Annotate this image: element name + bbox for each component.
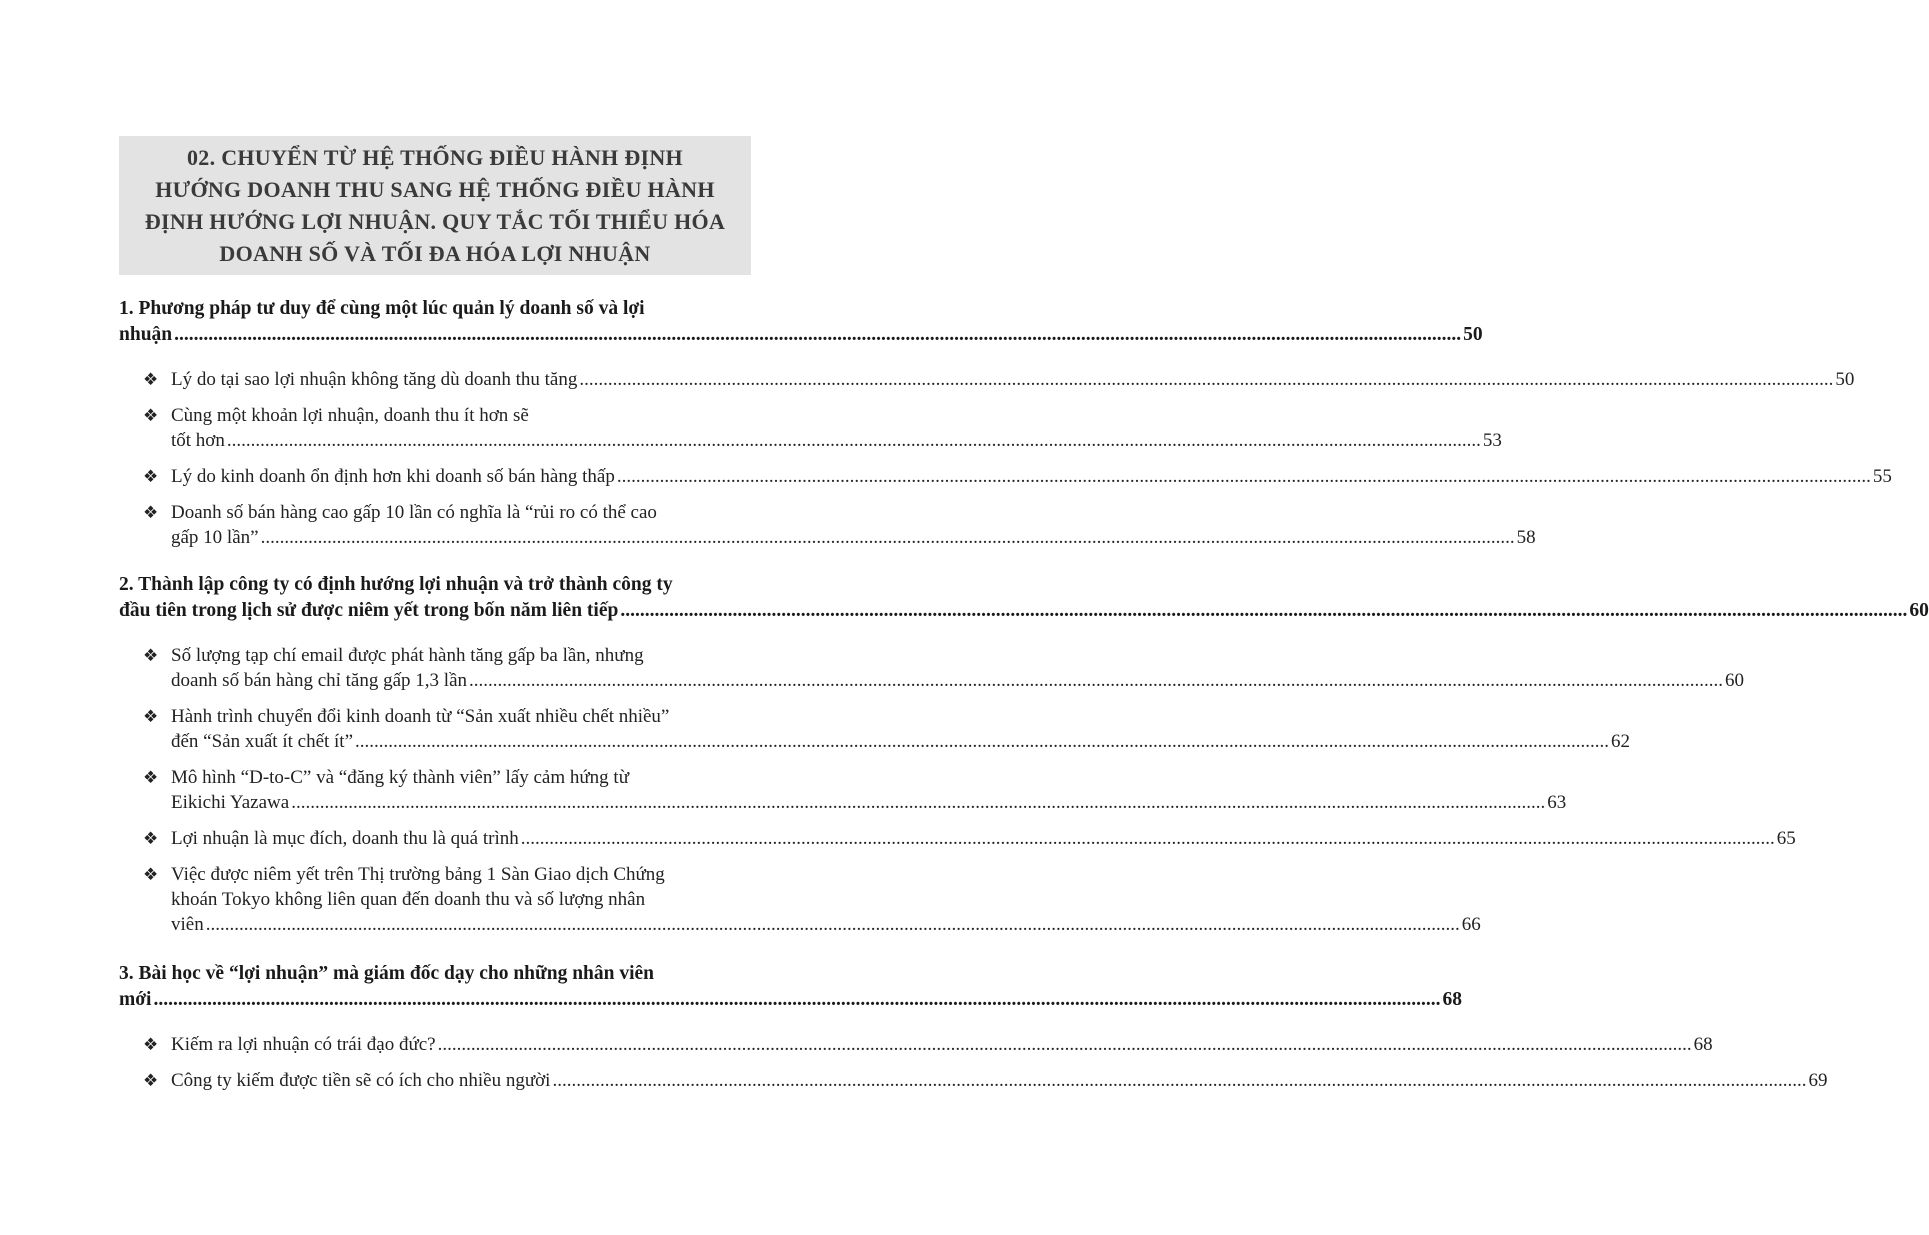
- dot-leader: [227, 428, 1481, 453]
- diamond-bullet-icon: ❖: [143, 646, 159, 665]
- toc-item-row: [171, 729, 1630, 754]
- page-number: 50: [1835, 369, 1855, 390]
- toc-item-body: [171, 1032, 1713, 1057]
- dot-leader: [291, 790, 1545, 815]
- section-title-row: [119, 322, 1483, 348]
- toc-item-text: Lý do tại sao lợi nhuận không tăng dù doanh thu tăng: [171, 369, 578, 390]
- page-number: 53: [1482, 430, 1502, 451]
- diamond-bullet-icon: ❖: [143, 1071, 159, 1090]
- diamond-bullet-icon: ❖: [143, 768, 159, 787]
- toc-item[interactable]: [143, 1068, 1828, 1093]
- toc-item-row: [171, 912, 1481, 937]
- section-title-row: [119, 987, 1462, 1013]
- toc-item[interactable]: [143, 403, 1502, 453]
- toc-item-line: Cùng một khoản lợi nhuận, doanh thu ít hơn sẽ: [171, 405, 529, 426]
- section-title-line: 1. Phương pháp tư duy để cùng một lúc quản lý doanh số và lợi: [119, 298, 645, 319]
- section-title-line: 2. Thành lập công ty có định hướng lợi nhuận và trở thành công ty: [119, 574, 673, 595]
- toc-item-row: [171, 428, 1502, 453]
- toc-item-row: [171, 1068, 1827, 1093]
- chapter-title-line: 02. CHUYỂN TỪ HỆ THỐNG ĐIỀU HÀNH ĐỊNH: [187, 144, 683, 170]
- toc-item[interactable]: [143, 862, 1481, 937]
- diamond-bullet-icon: ❖: [143, 865, 159, 884]
- dot-leader: [521, 826, 1775, 851]
- toc-item-line: khoán Tokyo không liên quan đến doanh thu và số lượng nhân: [171, 889, 646, 910]
- toc-item-text: Lợi nhuận là mục đích, doanh thu là quá trình: [171, 828, 519, 849]
- toc-item-line: Doanh số bán hàng cao gấp 10 lần có nghĩa là “rủi ro có thể cao: [171, 502, 657, 523]
- page-number: 60: [1909, 600, 1929, 621]
- toc-item-body: [171, 500, 1536, 550]
- diamond-bullet-icon: ❖: [143, 707, 159, 726]
- toc-item-list: [143, 367, 1892, 550]
- dot-leader: [469, 668, 1723, 693]
- page-number: 68: [1693, 1034, 1713, 1055]
- toc-item-body: [171, 704, 1630, 754]
- chapter-title-line: DOANH SỐ VÀ TỐI ĐA HÓA LỢI NHUẬN: [219, 240, 651, 266]
- toc-item-text: đến “Sản xuất ít chết ít”: [171, 731, 354, 752]
- toc-item-text: Eikichi Yazawa: [171, 792, 290, 813]
- toc-item-text: Kiếm ra lợi nhuận có trái đạo đức?: [171, 1034, 436, 1055]
- toc-item-text: viên: [171, 914, 204, 935]
- table-of-contents: [119, 296, 1929, 1093]
- dot-leader: [206, 912, 1460, 937]
- toc-item[interactable]: [143, 704, 1631, 754]
- toc-item-row: [171, 525, 1536, 550]
- page-number: 58: [1516, 527, 1536, 548]
- page-number: 50: [1463, 324, 1483, 345]
- diamond-bullet-icon: ❖: [143, 467, 159, 486]
- toc-item[interactable]: [143, 500, 1536, 550]
- toc-item-row: [171, 1032, 1713, 1057]
- toc-item-text: Công ty kiếm được tiền sẽ có ích cho nhiều người: [171, 1070, 551, 1091]
- page-number: 60: [1725, 670, 1745, 691]
- section-title-line: 3. Bài học về “lợi nhuận” mà giám đốc dạy cho những nhân viên: [119, 963, 655, 984]
- toc-item[interactable]: [143, 826, 1796, 851]
- diamond-bullet-icon: ❖: [143, 370, 159, 389]
- toc-item-body: [171, 826, 1796, 851]
- section-title-line: mới: [119, 989, 152, 1010]
- page-number: 69: [1808, 1070, 1828, 1091]
- toc-item[interactable]: [143, 367, 1855, 392]
- toc-item-body: [171, 1068, 1827, 1093]
- dot-leader: [174, 322, 1461, 348]
- page-number: 66: [1461, 914, 1481, 935]
- toc-item-line: Số lượng tạp chí email được phát hành tăng gấp ba lần, nhưng: [171, 645, 644, 666]
- toc-item-row: [171, 668, 1744, 693]
- toc-item[interactable]: [143, 464, 1892, 489]
- toc-section[interactable]: [119, 961, 1462, 1013]
- dot-leader: [579, 367, 1833, 392]
- page-number: 65: [1776, 828, 1796, 849]
- chapter-title-box: [119, 136, 751, 275]
- toc-item-body: [171, 464, 1892, 489]
- diamond-bullet-icon: ❖: [143, 503, 159, 522]
- toc-item-row: [171, 790, 1566, 815]
- section-title-row: [119, 598, 1929, 624]
- dot-leader: [620, 598, 1907, 624]
- toc-item-line: Mô hình “D-to-C” và “đăng ký thành viên” lấy cảm hứng từ: [171, 767, 630, 788]
- toc-item-text: doanh số bán hàng chỉ tăng gấp 1,3 lần: [171, 670, 468, 691]
- toc-item-list: [143, 643, 1796, 937]
- diamond-bullet-icon: ❖: [143, 1035, 159, 1054]
- dot-leader: [261, 525, 1515, 550]
- toc-section[interactable]: [119, 572, 1929, 624]
- toc-item-text: gấp 10 lần”: [171, 527, 259, 548]
- page-number: 68: [1442, 989, 1462, 1010]
- toc-item-row: [171, 367, 1854, 392]
- page-number: 62: [1611, 731, 1631, 752]
- toc-section[interactable]: [119, 296, 1483, 348]
- section-title-line: đầu tiên trong lịch sử được niêm yết trong bốn năm liên tiếp: [119, 600, 619, 621]
- toc-item-row: [171, 464, 1892, 489]
- toc-item[interactable]: [143, 643, 1745, 693]
- chapter-title-line: ĐỊNH HƯỚNG LỢI NHUẬN. QUY TẮC TỐI THIỂU HÓA: [144, 208, 726, 234]
- toc-item[interactable]: [143, 1032, 1713, 1057]
- toc-item-list: [143, 1032, 1828, 1093]
- dot-leader: [355, 729, 1609, 754]
- toc-item[interactable]: [143, 765, 1567, 815]
- dot-leader: [153, 987, 1440, 1013]
- dot-leader: [438, 1032, 1692, 1057]
- toc-item-body: [171, 403, 1502, 453]
- toc-item-line: Việc được niêm yết trên Thị trường bảng 1 Sàn Giao dịch Chứng: [171, 864, 665, 885]
- section-title-line: nhuận: [119, 324, 173, 345]
- page-number: 55: [1872, 466, 1892, 487]
- toc-item-text: Lý do kinh doanh ổn định hơn khi doanh số bán hàng thấp: [171, 466, 615, 487]
- toc-item-text: tốt hơn: [171, 430, 225, 451]
- toc-item-line: Hành trình chuyển đổi kinh doanh từ “Sản xuất nhiều chết nhiều”: [171, 706, 670, 727]
- toc-item-row: [171, 826, 1796, 851]
- dot-leader: [617, 464, 1871, 489]
- diamond-bullet-icon: ❖: [143, 406, 159, 425]
- toc-item-body: [171, 862, 1481, 937]
- toc-item-body: [171, 765, 1566, 815]
- page-number: 63: [1547, 792, 1567, 813]
- dot-leader: [552, 1068, 1806, 1093]
- toc-item-body: [171, 643, 1744, 693]
- chapter-title-line: HƯỚNG DOANH THU SANG HỆ THỐNG ĐIỀU HÀNH: [155, 176, 715, 202]
- diamond-bullet-icon: ❖: [143, 829, 159, 848]
- toc-item-body: [171, 367, 1854, 392]
